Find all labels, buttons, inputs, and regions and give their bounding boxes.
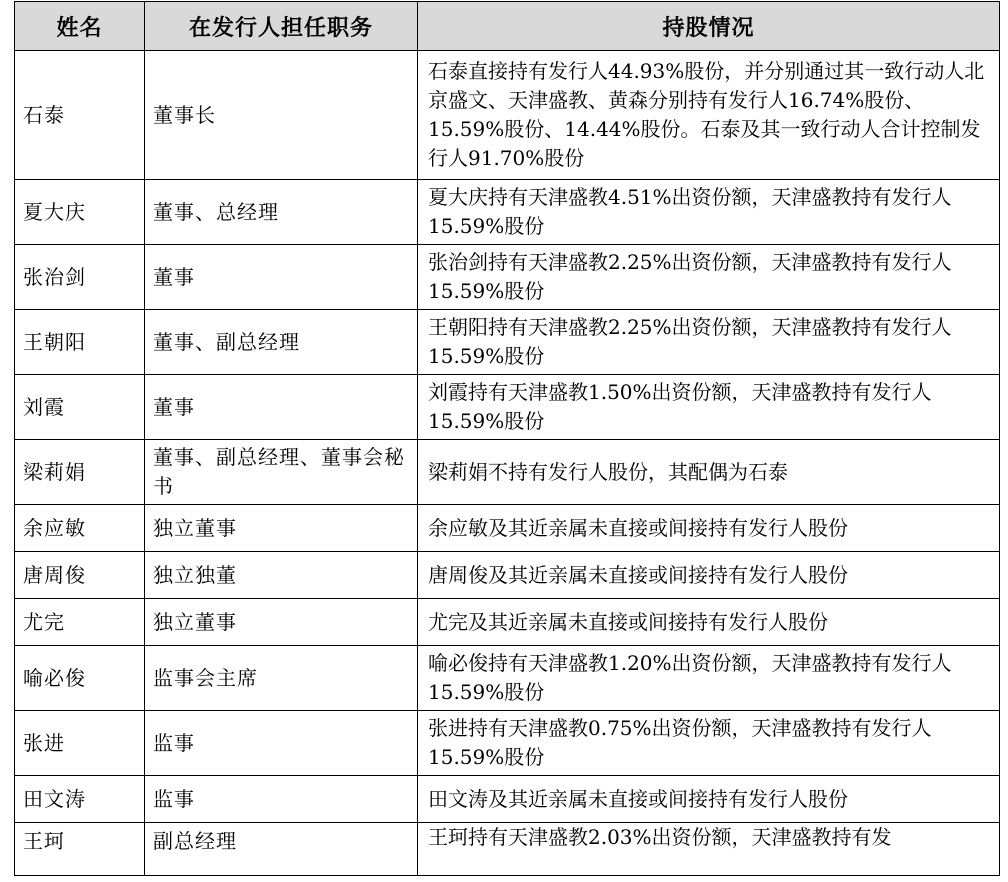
cell-shareholding: 张治剑持有天津盛教2.25%出资份额，天津盛教持有发行人15.59%股份 xyxy=(418,245,1000,310)
cell-name: 刘霞 xyxy=(15,375,145,440)
cell-shareholding: 余应敏及其近亲属未直接或间接持有发行人股份 xyxy=(418,505,1000,552)
cell-position: 董事、总经理 xyxy=(145,180,418,245)
cell-position: 独立董事 xyxy=(145,505,418,552)
table-row xyxy=(15,245,1000,310)
cell-name: 梁莉娟 xyxy=(15,440,145,505)
cell-name: 喻必俊 xyxy=(15,646,145,711)
table-row xyxy=(15,375,1000,440)
cell-shareholding: 喻必俊持有天津盛教1.20%出资份额，天津盛教持有发行人15.59%股份 xyxy=(418,646,1000,711)
table-row xyxy=(15,310,1000,375)
cell-position: 副总经理 xyxy=(145,823,418,876)
cell-shareholding: 王珂持有天津盛教2.03%出资份额，天津盛教持有发 xyxy=(418,823,1000,876)
cell-position: 独立董事 xyxy=(145,599,418,646)
cell-shareholding: 石泰直接持有发行人44.93%股份，并分别通过其一致行动人北京盛文、天津盛教、黄森分别持有发行人16.74%股份、15.59%股份、14.44%股份。石泰及其一致行动人合计控制发行人91.70%股份 xyxy=(418,51,1000,180)
cell-position: 独立独董 xyxy=(145,552,418,599)
cell-name: 余应敏 xyxy=(15,505,145,552)
cell-position: 董事、副总经理 xyxy=(145,310,418,375)
cell-shareholding: 刘霞持有天津盛教1.50%出资份额，天津盛教持有发行人15.59%股份 xyxy=(418,375,1000,440)
table-row xyxy=(15,776,1000,823)
table-row xyxy=(15,440,1000,505)
header-position: 在发行人担任职务 xyxy=(145,2,418,51)
table-header-row xyxy=(15,2,1000,51)
cell-name: 张治剑 xyxy=(15,245,145,310)
cell-name: 石泰 xyxy=(15,51,145,180)
cell-position: 监事 xyxy=(145,711,418,776)
table-row xyxy=(15,552,1000,599)
shareholding-table xyxy=(14,1,1000,876)
table-row xyxy=(15,646,1000,711)
cell-position: 董事长 xyxy=(145,51,418,180)
cell-position: 董事 xyxy=(145,245,418,310)
cell-position: 董事、副总经理、董事会秘书 xyxy=(145,440,418,505)
cell-shareholding: 梁莉娟不持有发行人股份，其配偶为石泰 xyxy=(418,440,1000,505)
cell-name: 唐周俊 xyxy=(15,552,145,599)
cell-name: 田文涛 xyxy=(15,776,145,823)
cell-shareholding: 唐周俊及其近亲属未直接或间接持有发行人股份 xyxy=(418,552,1000,599)
table-row xyxy=(15,180,1000,245)
cell-shareholding: 张进持有天津盛教0.75%出资份额，天津盛教持有发行人15.59%股份 xyxy=(418,711,1000,776)
table-row xyxy=(15,823,1000,876)
cell-position: 监事会主席 xyxy=(145,646,418,711)
table-row xyxy=(15,51,1000,180)
table-row xyxy=(15,505,1000,552)
cell-name: 王朝阳 xyxy=(15,310,145,375)
cell-name: 尤完 xyxy=(15,599,145,646)
cell-shareholding: 王朝阳持有天津盛教2.25%出资份额，天津盛教持有发行人15.59%股份 xyxy=(418,310,1000,375)
table-row xyxy=(15,599,1000,646)
header-shareholding: 持股情况 xyxy=(418,2,1000,51)
cell-position: 董事 xyxy=(145,375,418,440)
cell-shareholding: 夏大庆持有天津盛教4.51%出资份额，天津盛教持有发行人15.59%股份 xyxy=(418,180,1000,245)
header-name: 姓名 xyxy=(15,2,145,51)
cell-position: 监事 xyxy=(145,776,418,823)
cell-shareholding: 尤完及其近亲属未直接或间接持有发行人股份 xyxy=(418,599,1000,646)
cell-name: 夏大庆 xyxy=(15,180,145,245)
table-row xyxy=(15,711,1000,776)
cell-name: 张进 xyxy=(15,711,145,776)
cell-name: 王珂 xyxy=(15,823,145,876)
cell-shareholding: 田文涛及其近亲属未直接或间接持有发行人股份 xyxy=(418,776,1000,823)
